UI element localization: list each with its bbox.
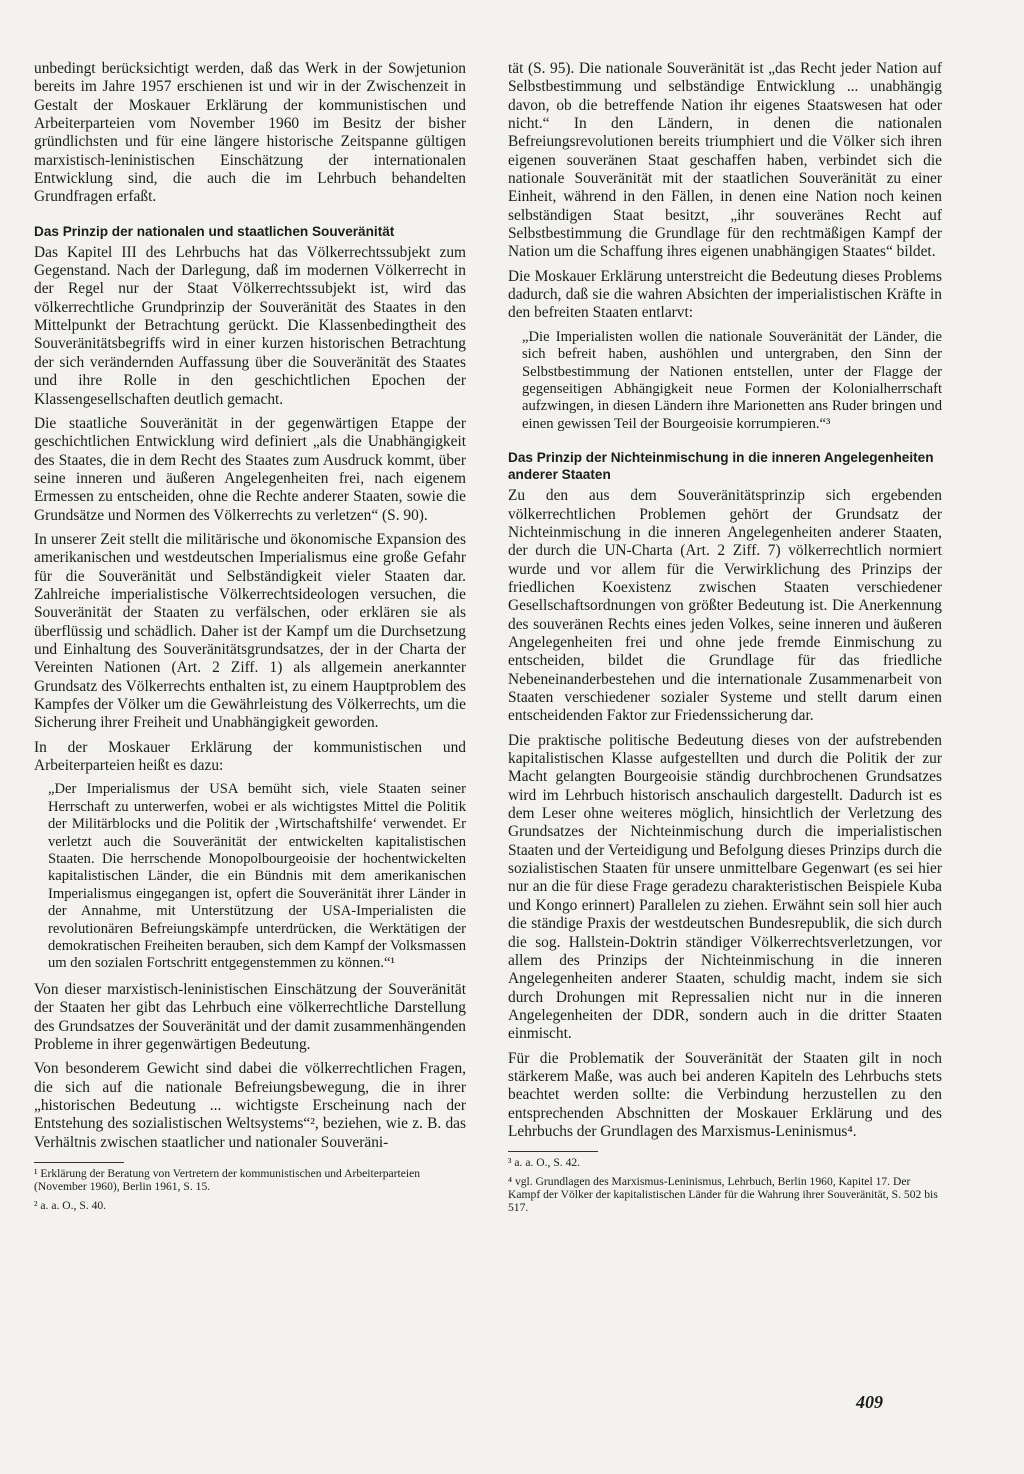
page-number: 409 bbox=[856, 1392, 883, 1412]
footnote: ¹ Erklärung der Beratung von Vertretern der kommunistischen und Arbeiterparteien (November 1960), Berlin 1961, S. 15. bbox=[34, 1166, 421, 1193]
paragraph: Zu den aus dem Souveränitätsprinzip sich ergebenden völkerrechtlichen Problemen gehört der Grundsatz der Nichteinmischung in die inneren Angelegenheiten anderer Staaten, der durch die UN-Charta (Art. 2 Ziff. 7) völkerrechtlich normiert wurde und vor allem für die Verwirklichung des Prinzips der friedlichen Koexistenz zwischen Staaten verschiedener Gesellschaftsordnungen von größter Bedeutung ist. Die Anerkennung des souveränen Rechts eines jeden Volkes, seine inneren und äußeren Angelegenheiten frei und ohne jede fremde Einmischung zu entscheiden, bildet die Grundlage für das friedliche Nebeneinanderbestehen und die internationale Zusammenarbeit von Staaten verschiedener sozialer Systeme und stellt darum einen entscheidenden Faktor zur Friedenssicherung dar. bbox=[508, 487, 942, 725]
paragraph: Die Moskauer Erklärung unterstreicht die Bedeutung dieses Problems dadurch, daß sie die wahren Absichten der imperialistischen Kräfte in den befreiten Staaten entlarvt: bbox=[508, 267, 942, 322]
block-quote: „Der Imperialismus der USA bemüht sich, viele Staaten seiner Herrschaft zu unterwerfen, wobei er als wichtigstes Mittel die Politik der Militärblocks und die Politik der ‚Wirtschaftshilfe‘ verwendet. Er verletzt auch die Souveränität der entwickelten kapitalistischen Staaten. Die herrschende Monopolbourgeoisie der hochentwickelten kapitalistischen Länder, die ein Bündnis mit dem amerikanischen Imperialismus eingegangen ist, opfert die Souveränität ihrer Länder in der Annahme, mit Unterstützung der USA-Imperialisten die revolutionären Befreiungskämpfe unterdrücken, die Werktätigen der demokratischen Freiheiten berauben, sich dem Kampf der Volksmassen um den sozialen Fortschritt entgegenstemmen zu können.“¹ bbox=[48, 781, 466, 972]
paragraph: Die praktische politische Bedeutung dieses von der aufstrebenden kapitalistischen Klasse aufgestellten und durch die Politik der zur Macht gelangten Bourgeoisie ständig durchbrochenen Grundsatzes wird im Lehrbuch historisch anschaulich dargestellt. Dadurch ist es dem Leser ohne weiteres möglich, hinsichtlich der Verletzung des Grundsatzes der Nichteinmischung durch die imperialistischen Staaten und der Verteidigung und Befolgung dieses Prinzips durch die sozialistischen Staaten für unsere unmittelbare Gegenwart (es sei hier nur an die für diese Frage geradezu charakteristischen Beispiele Kuba und Kongo erinnert) Parallelen zu ziehen. Erwähnt sein soll hier auch die ständige Praxis der westdeutschen Bundesrepublik, die sich durch die sog. Hallstein-Doktrin ständiger Völkerrechtsverletzungen, vor allem des Prinzips der Nichteinmischung in die inneren Angelegenheiten anderer Staaten, schuldig macht, indem sie sich durch Drohungen mit Repressalien nicht nur in die inneren Angelegenheiten der DDR, sondern auch in die dritter Staaten einmischt. bbox=[508, 731, 942, 1043]
paragraph: In unserer Zeit stellt die militärische und ökonomische Expansion des amerikanischen und westdeutschen Imperialismus eine große Gefahr für die Souveränität und Selbständigkeit vieler Staaten dar. Zahlreiche imperialistische Völkerrechtsideologen versuchen, die Souveränität der Staaten zu verfälschen, oder erklären sie als überflüssig und schädlich. Daher ist der Kampf um die Durchsetzung und Einhaltung des Souveränitätsgrundsatzes, der in der Charta der Vereinten Nationen (Art. 2 Ziff. 1) als allgemein anerkannter Grundsatz des Völkerrechts enthalten ist, zu einem Hauptproblem des Kampfes der Völker um die Gewährleistung des Völkerrechts, um die Sicherung ihrer Freiheit und Unabhängigkeit geworden. bbox=[34, 530, 466, 732]
paragraph: unbedingt berücksichtigt werden, daß das Werk in der Sowjetunion bereits im Jahre 1957 erschienen ist und wir in der Zwischenzeit in Gestalt der Moskauer Erklärung der kommunistischen und Arbeiterparteien vom November 1960 im Besitz der bisher gründlichsten und für eine längere historische Zeitspanne gültigen marxistisch-leninistischen Einschätzung der internationalen Entwicklung sind, die auch die im Lehrbuch behandelten Grundfragen erfaßt. bbox=[34, 60, 466, 206]
footnote: ² a. a. O., S. 40. bbox=[34, 1198, 107, 1212]
footnote: ³ a. a. O., S. 42. bbox=[508, 1156, 581, 1170]
paragraph: Für die Problematik der Souveränität der Staaten gilt in noch stärkerem Maße, was auch bei anderen Kapiteln des Lehrbuchs stets beachtet werden sollte: die Verbindung herzustellen zu den entsprechenden Abschnitten der Moskauer Erklärung und des Lehrbuchs der Grundlagen des Marxismus-Leninismus⁴. bbox=[508, 1049, 942, 1140]
paragraph: Von besonderem Gewicht sind dabei die völkerrechtlichen Fragen, die sich auf die nationale Befreiungsbewegung, die in ihrer „historischen Bedeutung ... wichtigste Erscheinung nach der Entstehung des sozialistischen Weltsystems“², beziehen, wie z. B. das Verhältnis zwischen staatlicher und nationaler Souveräni- bbox=[34, 1060, 466, 1151]
section-heading: Das Prinzip der Nichteinmischung in die inneren Angelegenheiten anderer Staaten bbox=[508, 450, 934, 483]
left-column bbox=[34, 60, 466, 1218]
paragraph: In der Moskauer Erklärung der kommunistischen und Arbeiterparteien heißt es dazu: bbox=[34, 738, 466, 775]
footnote-divider bbox=[34, 1162, 124, 1163]
section-heading: Das Prinzip der nationalen und staatlichen Souveränität bbox=[34, 223, 395, 239]
paragraph: Von dieser marxistisch-leninistischen Einschätzung der Souveränität der Staaten her gibt das Lehrbuch eine völkerrechtliche Darstellung des Grundsatzes der Souveränität und der damit zusammenhängenden Probleme in ihrer gegenwärtigen Bedeutung. bbox=[34, 980, 466, 1053]
footnote-divider bbox=[508, 1151, 598, 1152]
paragraph: tät (S. 95). Die nationale Souveränität ist „das Recht jeder Nation auf Selbstbestimmung und selbständige Entwicklung ... unabhängig davon, ob die betreffende Nation ihr eigenes Staatswesen hat oder nicht.“ In den Ländern, in denen die nationalen Befreiungsrevolutionen bereits triumphiert und die Völker sich ihren eigenen souveränen Staat geschaffen haben, verbindet sich die nationale Souveränität mit der staatlichen Souveränität zu einer Einheit, während in den Fällen, in denen eine Nation noch keinen selbständigen Staat besitzt, „ihr souveränes Recht auf Selbstbestimmung die Grundlage für den rechtmäßigen Kampf der Nation um die Schaffung ihres eigenen unabhängigen Staates“ bildet. bbox=[508, 60, 942, 261]
paragraph: Das Kapitel III des Lehrbuchs hat das Völkerrechtssubjekt zum Gegenstand. Nach der Darlegung, daß im modernen Völkerrecht in der Regel nur der Staat Völkerrechtssubjekt ist, wird das völkerrechtliche Grundprinzip der Souveränität des Staates in den Mittelpunkt der Betrachtung gerückt. Die Klassenbedingtheit des Souveränitätsbegriffs wird in einer kurzen historischen Betrachtung der sich verändernden Auffassung über die Souveränität des Staates und ihre Rolle in den geschichtlichen Epochen der Klassengesellschaften deutlich gemacht. bbox=[34, 243, 466, 408]
footnote: ⁴ vgl. Grundlagen des Marxismus-Leninismus, Lehrbuch, Berlin 1960, Kapitel 17. Der Kampf der Völker der kapitalistischen Länder für die Wahrung ihrer Souveränität, S. 502 bis 517. bbox=[508, 1175, 938, 1215]
paragraph: Die staatliche Souveränität in der gegenwärtigen Etappe der geschichtlichen Entwicklung wird definiert „als die Unabhängigkeit des Staates, die in dem Recht des Staates zum Ausdruck kommt, über seine inneren und äußeren Angelegenheiten frei, nach eigenem Ermessen zu entscheiden, ohne die Rechte anderer Staaten, sowie die Grundsätze und Normen des Völkerrechts zu verletzen“ (S. 90). bbox=[34, 414, 466, 524]
block-quote: „Die Imperialisten wollen die nationale Souveränität der Länder, die sich befreit haben, aushöhlen und untergraben, den Sinn der Selbstbestimmung der Nationen entstellen, unter der Flagge der gegenseitigen Abhängigkeit neue Formen der Kolonialherrschaft aufzwingen, in diesen Ländern ihre Marionetten ans Ruder bringen und einen gewissen Teil der Bourgeoisie korrumpieren.“³ bbox=[522, 328, 942, 432]
right-column bbox=[508, 60, 942, 1220]
